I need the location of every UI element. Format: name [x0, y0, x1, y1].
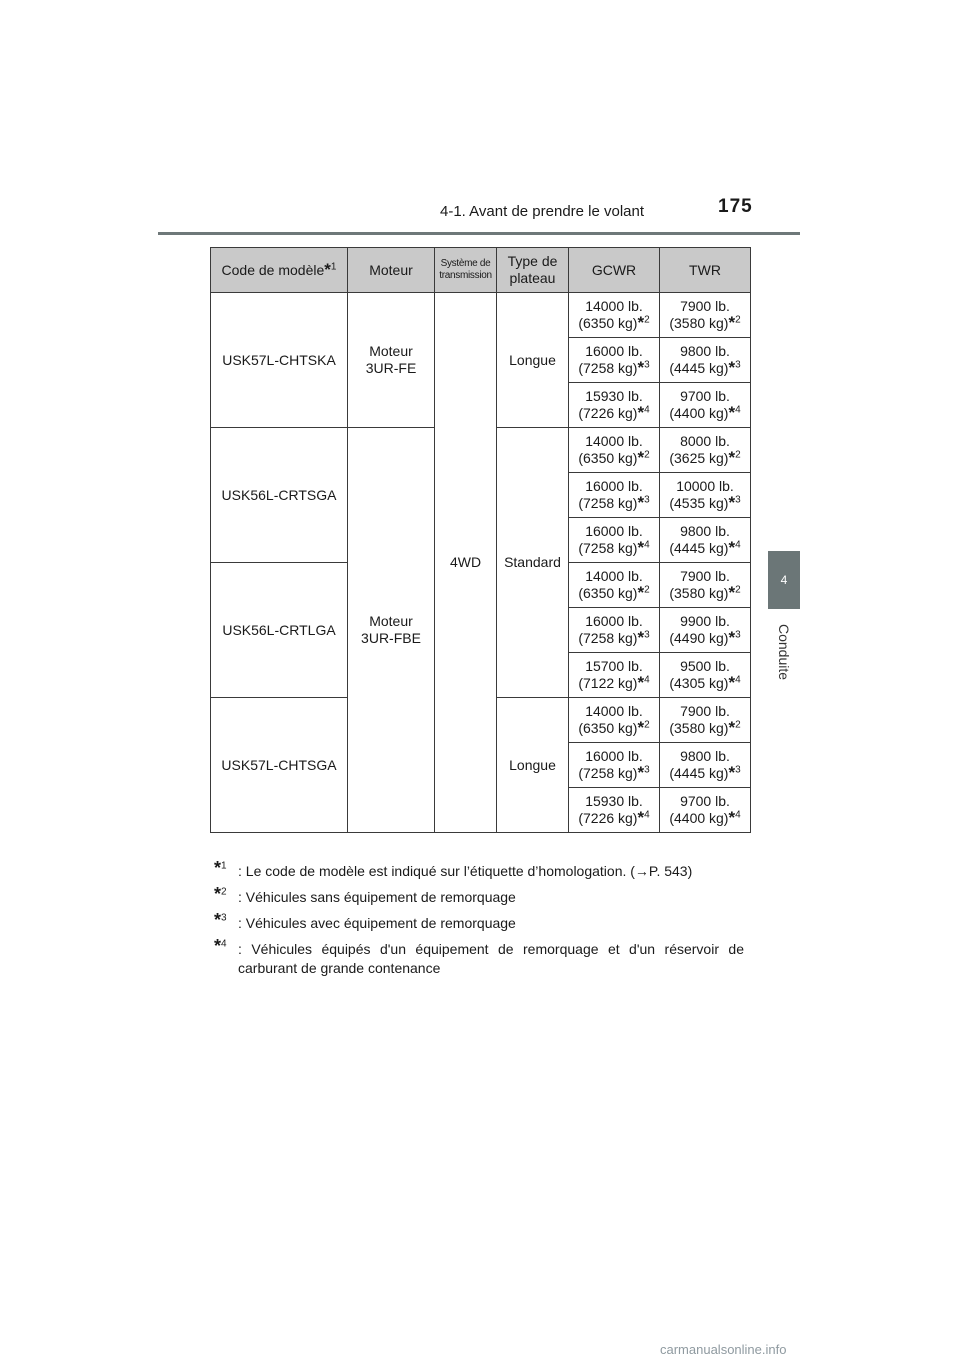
twr-cell: 7900 lb. (3580 kg)*$^2$ [660, 563, 751, 608]
footnotes [214, 858, 744, 984]
footnote-text: : Le code de modèle est indiqué sur l’étiquette d’homologation. (→P. 543) [238, 863, 693, 879]
footnote-marker: *$^2$ [214, 883, 227, 904]
drive-cell: 4WD [435, 293, 497, 833]
footnote-text: : Véhicules avec équipement de remorquage [238, 914, 516, 931]
footnote-text: : Véhicules équipés d'un équipement de remorquage et d'un réservoir de carburant de grande contenance [238, 940, 744, 976]
gcwr-cell: 16000 lb. (7258 kg)*$^3$ [569, 473, 660, 518]
twr-cell: 9700 lb. (4400 kg)*$^4$ [660, 383, 751, 428]
header-engine: Moteur [348, 248, 435, 293]
gcwr-cell: 14000 lb. (6350 kg)*$^2$ [569, 698, 660, 743]
gcwr-cell: 16000 lb. (7258 kg)*$^3$ [569, 338, 660, 383]
bed-type-cell: Longue [497, 698, 569, 833]
gcwr-cell: 15930 lb. (7226 kg)*$^4$ [569, 788, 660, 833]
gcwr-cell: 14000 lb. (6350 kg)*$^2$ [569, 293, 660, 338]
twr-cell: 9800 lb. (4445 kg)*$^3$ [660, 338, 751, 383]
twr-cell: 9500 lb. (4305 kg)*$^4$ [660, 653, 751, 698]
footnote-marker: *$^1$ [214, 858, 227, 878]
table-row [211, 293, 751, 338]
model-code-cell: USK56L-CRTSGA [211, 428, 348, 563]
footnote-2 [214, 883, 744, 907]
watermark: carmanualsonline.info [660, 1342, 787, 1357]
section-title: 4-1. Avant de prendre le volant [440, 203, 645, 220]
model-code-cell: USK57L-CHTSKA [211, 293, 348, 428]
table-header-row [211, 248, 751, 293]
header-twr: TWR [660, 248, 751, 293]
twr-cell: 7900 lb. (3580 kg)*$^2$ [660, 698, 751, 743]
model-code-cell: USK57L-CHTSGA [211, 698, 348, 833]
footnote-3 [214, 909, 744, 933]
engine-cell: Moteur 3UR-FBE [348, 428, 435, 833]
gcwr-cell: 16000 lb. (7258 kg)*$^3$ [569, 743, 660, 788]
bed-type-cell: Standard [497, 428, 569, 698]
twr-cell: 8000 lb. (3625 kg)*$^2$ [660, 428, 751, 473]
twr-cell: 7900 lb. (3580 kg)*$^2$ [660, 293, 751, 338]
chapter-label-text: Conduite [776, 623, 793, 681]
gcwr-cell: 15930 lb. (7226 kg)*$^4$ [569, 383, 660, 428]
model-code-cell: USK56L-CRTLGA [211, 563, 348, 698]
header-rule [158, 232, 800, 235]
header-gcwr: GCWR [569, 248, 660, 293]
gcwr-cell: 16000 lb. (7258 kg)*$^3$ [569, 608, 660, 653]
header-transmission: Système de transmission [435, 248, 497, 293]
towing-spec-table [210, 247, 751, 833]
footnote-marker: *$^4$ [214, 935, 227, 956]
bed-type-cell: Longue [497, 293, 569, 428]
footnote-text: : Véhicules sans équipement de remorquage [238, 888, 516, 905]
twr-cell: 9800 lb. (4445 kg)*$^4$ [660, 518, 751, 563]
chapter-tab[interactable]: 4 [768, 551, 800, 609]
header-model-code: Code de modèle*$^1$ [211, 248, 348, 293]
twr-cell: 10000 lb. (4535 kg)*$^3$ [660, 473, 751, 518]
footnote-marker: *$^3$ [214, 909, 227, 930]
twr-cell: 9700 lb. (4400 kg)*$^4$ [660, 788, 751, 833]
gcwr-cell: 14000 lb. (6350 kg)*$^2$ [569, 428, 660, 473]
chapter-label [768, 612, 800, 692]
twr-cell: 9900 lb. (4490 kg)*$^3$ [660, 608, 751, 653]
gcwr-cell: 14000 lb. (6350 kg)*$^2$ [569, 563, 660, 608]
gcwr-cell: 15700 lb. (7122 kg)*$^4$ [569, 653, 660, 698]
footnote-4 [214, 935, 744, 978]
page-number: 175 [718, 196, 753, 217]
twr-cell: 9800 lb. (4445 kg)*$^3$ [660, 743, 751, 788]
footnote-1 [214, 858, 744, 881]
header-bed-type: Type de plateau [497, 248, 569, 293]
engine-cell: Moteur 3UR-FE [348, 293, 435, 428]
gcwr-cell: 16000 lb. (7258 kg)*$^4$ [569, 518, 660, 563]
